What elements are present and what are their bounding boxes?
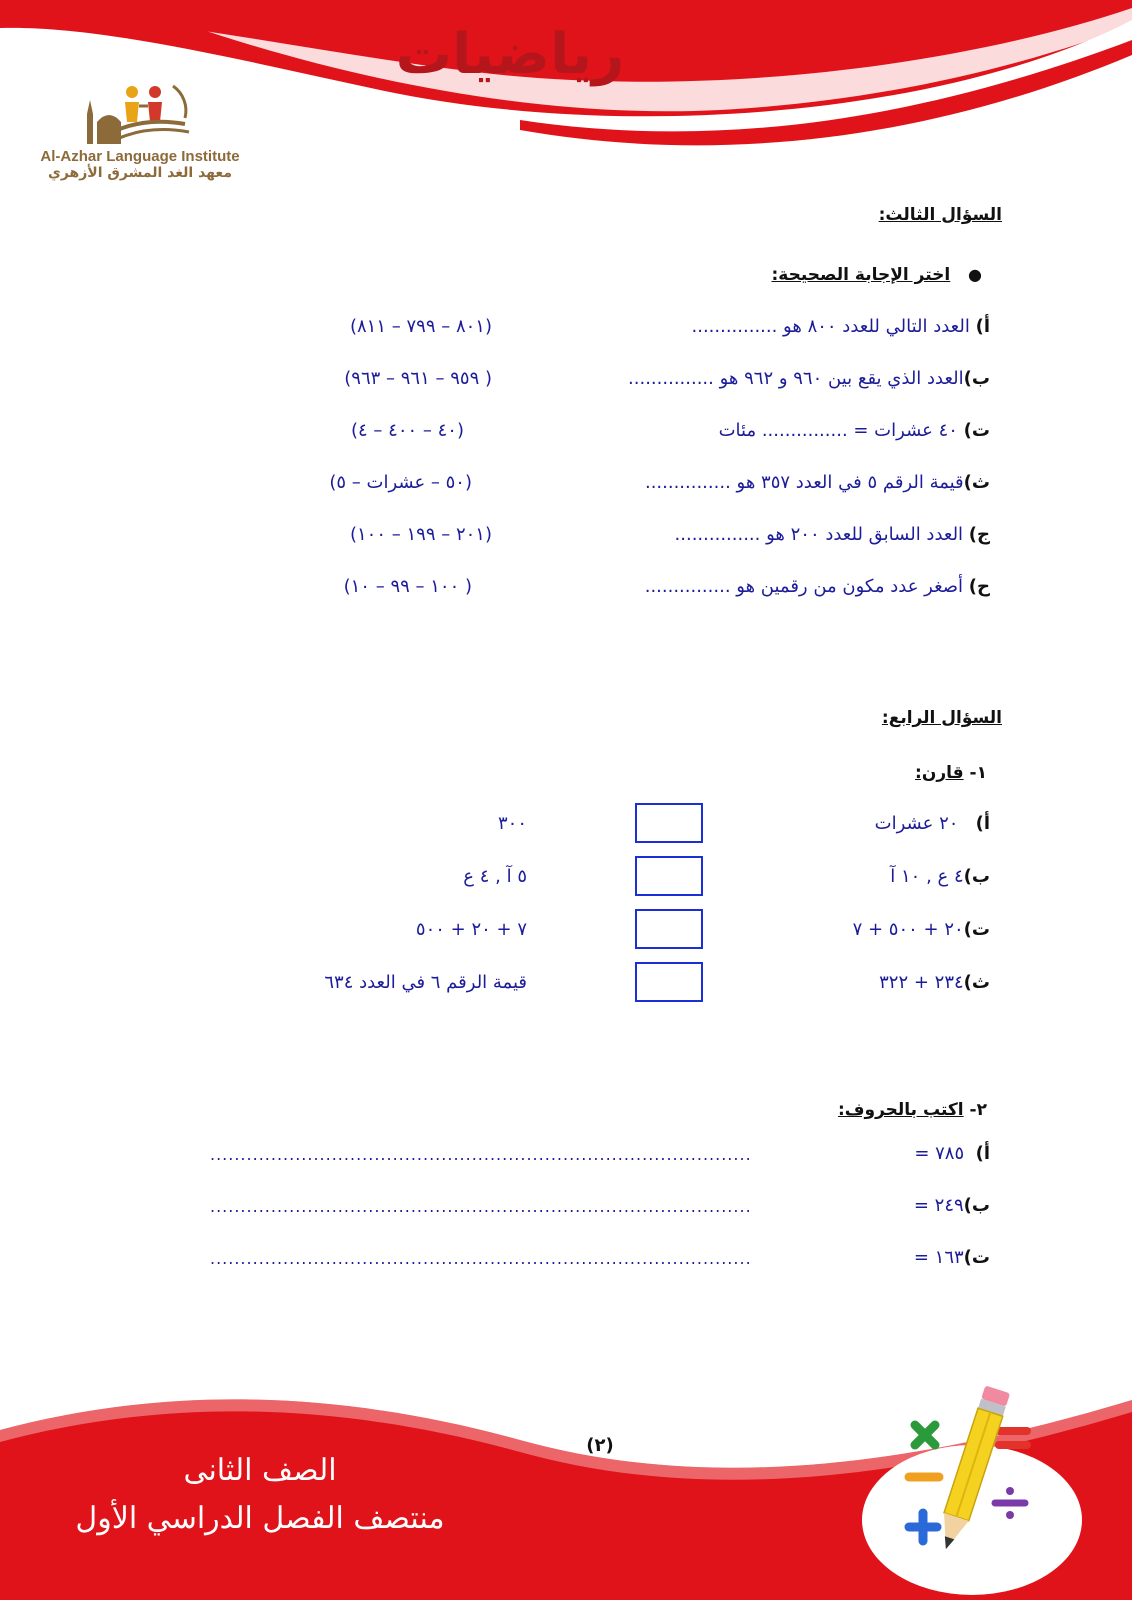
compare-left: ٢٠ + ٥٠٠ + ٧: [852, 919, 964, 940]
q3-instruction: [772, 265, 983, 285]
item-label: ث): [963, 972, 990, 993]
words-item: [914, 1195, 990, 1216]
logo-english-text: Al-Azhar Language Institute: [40, 148, 240, 165]
compare-answer-box[interactable]: [635, 962, 703, 1002]
logo-arabic-text: معهد الغد المشرق الأزهري: [47, 165, 232, 181]
item-label: ج): [968, 524, 990, 545]
q3-item: [628, 368, 990, 389]
item-label: ت): [963, 420, 990, 441]
compare-left: ٢٣٤ + ٣٢٢: [879, 972, 964, 993]
q3-options: (٨٠١ – ٧٩٩ – ٨١١): [349, 316, 492, 337]
answer-dotted-line[interactable]: .........................................................................................: [210, 1197, 752, 1216]
q3-options: ( ١٠٠ – ٩٩ – ١٠): [343, 576, 472, 597]
item-label: ح): [968, 576, 990, 597]
item-text: العدد الذي يقع بين ٩٦٠ و ٩٦٢ هو ...............: [628, 368, 964, 389]
q3-instruction-text: اختر الإجابة الصحيحة:: [771, 265, 951, 285]
words-number: ٧٨٥ =: [914, 1143, 965, 1164]
question-4-heading: السؤال الرابع:: [881, 708, 1002, 728]
q3-options: ( ٩٥٩ – ٩٦١ – ٩٦٣): [344, 368, 492, 389]
mosque-children-logo-icon: [85, 78, 195, 144]
item-label: ت): [963, 1247, 990, 1268]
item-text: العدد التالي للعدد ٨٠٠ هو ...............: [691, 316, 970, 337]
question-3-heading: السؤال الثالث:: [878, 205, 1002, 225]
item-label: ب): [963, 1195, 990, 1216]
item-text: أصغر عدد مكون من رقمين هو ...............: [644, 576, 964, 597]
words-item: [914, 1143, 990, 1164]
item-label: ث): [963, 472, 990, 493]
q3-item: [675, 524, 990, 545]
compare-answer-box[interactable]: [635, 803, 703, 843]
q3-options: (٤٠ – ٤٠٠ – ٤): [351, 420, 464, 441]
compare-item: [853, 919, 990, 940]
compare-right: ٧ + ٢٠ + ٥٠٠: [415, 919, 527, 940]
item-text: قيمة الرقم ٥ في العدد ٣٥٧ هو ...............: [644, 472, 964, 493]
term-text: منتصف الفصل الدراسي الأول: [75, 1501, 445, 1536]
item-label: ب): [963, 368, 990, 389]
page-number: (٢): [586, 1435, 614, 1456]
compare-answer-box[interactable]: [635, 909, 703, 949]
compare-item: [879, 972, 990, 993]
item-label: أ): [975, 316, 990, 337]
q3-item: [645, 472, 990, 493]
compare-left: ٢٠ عشرات: [874, 813, 959, 834]
words-number: ١٦٣ =: [913, 1247, 964, 1268]
subheading-number: ٢-: [969, 1100, 987, 1120]
compare-right: ٥ آ , ٤ ع: [463, 866, 527, 887]
item-text: العدد السابق للعدد ٢٠٠ هو ...............: [674, 524, 964, 545]
page-title: رياضيات: [395, 22, 625, 87]
q3-options: (٢٠١ – ١٩٩ – ١٠٠): [349, 524, 492, 545]
compare-right: قيمة الرقم ٦ في العدد ٦٣٤: [324, 972, 527, 993]
answer-dotted-line[interactable]: .........................................................................................: [210, 1145, 752, 1164]
compare-right: ٣٠٠: [497, 813, 527, 834]
write-words-subheading: [838, 1100, 987, 1120]
compare-item: [890, 866, 990, 887]
item-label: ت): [963, 919, 990, 940]
q3-item: [719, 420, 990, 441]
bullet-icon: ●: [968, 265, 982, 284]
item-label: ب): [963, 866, 990, 887]
pencil-math-symbols-icon: [895, 1385, 1055, 1575]
footer-grade: [70, 1447, 450, 1543]
subheading-title: قارن:: [915, 763, 964, 783]
compare-item: [875, 813, 990, 834]
subheading-number: ١-: [969, 763, 987, 783]
words-item: [914, 1247, 990, 1268]
item-text: ٤٠ عشرات = ............... مئات: [718, 420, 958, 441]
q3-item: [645, 576, 990, 597]
item-label: أ): [975, 813, 990, 834]
item-label: أ): [975, 1143, 990, 1164]
words-number: ٢٤٩ =: [913, 1195, 964, 1216]
compare-answer-box[interactable]: [635, 856, 703, 896]
q3-options: (٥٠ – عشرات – ٥): [329, 472, 472, 493]
grade-text: الصف الثانى: [183, 1453, 337, 1488]
subheading-title: اكتب بالحروف:: [837, 1100, 964, 1120]
compare-subheading: [915, 763, 987, 783]
compare-left: ٤ ع , ١٠ آ: [890, 866, 964, 887]
q3-item: [692, 316, 991, 337]
answer-dotted-line[interactable]: .........................................................................................: [210, 1249, 752, 1268]
